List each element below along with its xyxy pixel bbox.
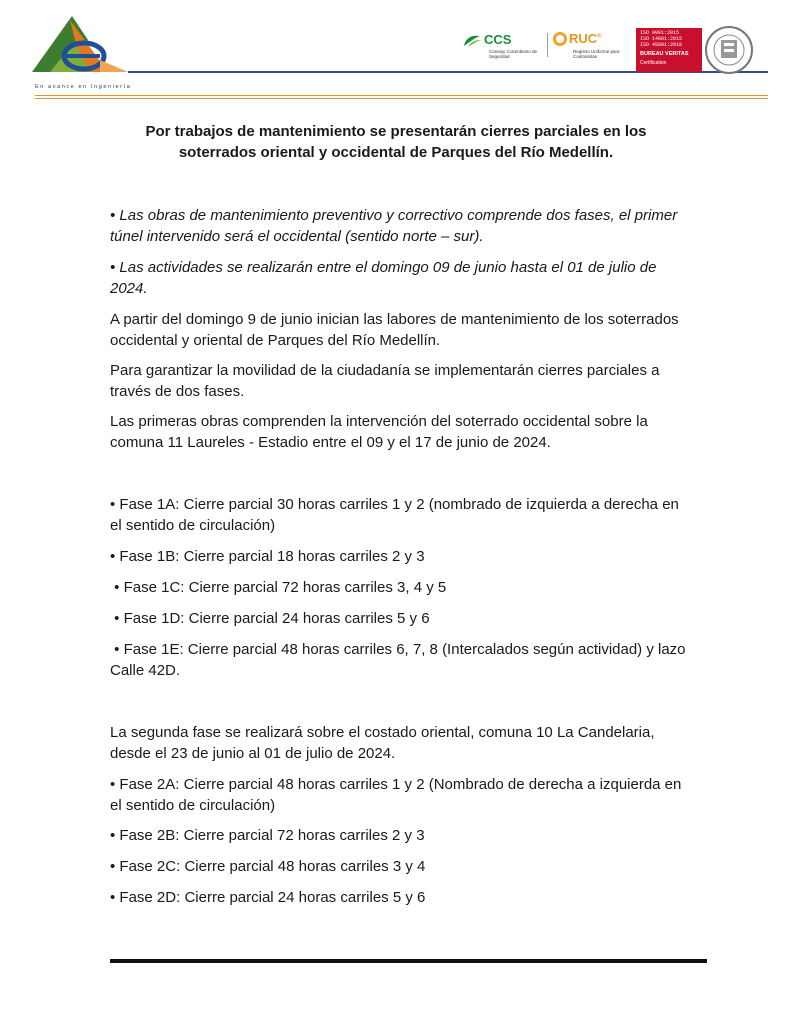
company-logo-icon [30, 12, 130, 78]
paragraph-mobility: Para garantizar la movilidad de la ciudadanía se implementarán cierres parciales a través de dos fases. [110, 362, 660, 400]
phase-2b: • Fase 2B: Cierre parcial 72 horas carriles 2 y 3 [110, 827, 425, 844]
intro-bullet-1: • Las obras de mantenimiento preventivo y correctivo comprende dos fases, el primer túnel intervenido será el occidental (sentido norte – sur). [110, 207, 678, 245]
paragraph-first-works: Las primeras obras comprenden la intervención del soterrado occidental sobre la comuna 11 Laureles - Estadio entre el 09 y el 17 de junio de 2024. [110, 413, 648, 451]
phase-1a: • Fase 1A: Cierre parcial 30 horas carriles 1 y 2 (nombrado de izquierda a derecha en el sentido de circulación) [110, 496, 679, 534]
page-title: Por trabajos de mantenimiento se presentarán cierres parciales en los soterrados oriental y occidental de Parques del Río Medellín. [145, 123, 647, 161]
bureau-veritas-seal-icon [704, 22, 754, 78]
ccs-subtitle: Consejo Colombiano de Seguridad [489, 49, 538, 59]
ruc-subtitle: Registro Uniforme para Contratistas [573, 49, 620, 59]
phase-1b: • Fase 1B: Cierre parcial 18 horas carriles 2 y 3 [110, 548, 425, 565]
bv-name: BUREAU VERITAS [640, 51, 689, 57]
bureau-veritas-badge [636, 28, 702, 72]
phase-1e: • Fase 1E: Cierre parcial 48 horas carriles 6, 7, 8 (Intercalados según actividad) y lazo Calle 42D. [110, 641, 690, 679]
company-tagline: En avance en Ingeniería [35, 84, 132, 90]
phase-2-intro: La segunda fase se realizará sobre el costado oriental, comuna 10 La Candelaria, desde el 23 de junio al 01 de julio de 2024. [110, 724, 655, 762]
header-orange-rule [35, 95, 768, 96]
ruc-ring-icon [553, 32, 567, 46]
phase-1c: • Fase 1C: Cierre parcial 72 horas carriles 3, 4 y 5 [110, 579, 447, 596]
intro-bullet-2: • Las actividades se realizarán entre el domingo 09 de junio hasta el 01 de julio de 2024. [110, 259, 657, 297]
ruc-name: RUC® [569, 31, 602, 46]
letterhead [0, 0, 791, 110]
logo-separator [547, 33, 548, 57]
header-orange-rule-2 [35, 98, 768, 99]
bv-certification: Certification [640, 60, 667, 66]
phase-2d: • Fase 2D: Cierre parcial 24 horas carriles 5 y 6 [110, 889, 426, 906]
footer-rule [110, 959, 707, 963]
ccs-name: CCS [484, 32, 512, 47]
phase-2a: • Fase 2A: Cierre parcial 48 horas carriles 1 y 2 (Nombrado de derecha a izquierda en el sentido de circulación) [110, 776, 682, 814]
paragraph-start: A partir del domingo 9 de junio inician las labores de mantenimiento de los soterrados occidental y oriental de Parques del Río Medellín. [110, 311, 679, 349]
phase-2c: • Fase 2C: Cierre parcial 48 horas carriles 3 y 4 [110, 858, 426, 875]
phase-1d: • Fase 1D: Cierre parcial 24 horas carriles 5 y 6 [110, 610, 430, 627]
iso-standards: ISO 9001:2015 ISO 14001:2015 ISO 45001:2018 [640, 30, 683, 48]
ccs-leaf-icon [462, 34, 482, 48]
